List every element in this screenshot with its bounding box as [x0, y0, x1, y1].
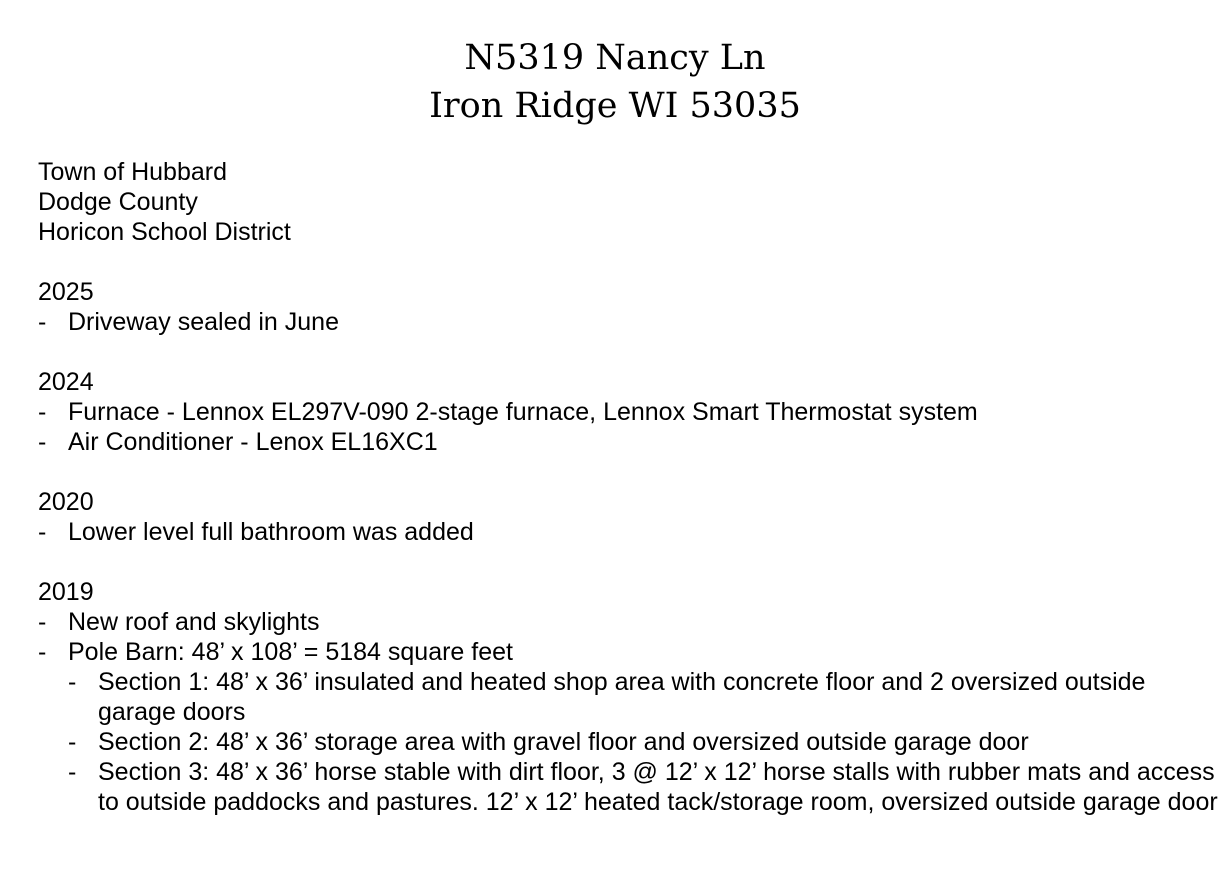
- year-heading: 2024: [38, 368, 94, 396]
- list-item: [38, 397, 1218, 427]
- dash-bullet: -: [68, 728, 77, 756]
- list-item: [38, 637, 1218, 667]
- year-section-2025: [38, 277, 1218, 337]
- dash-bullet: -: [68, 668, 77, 696]
- sub-list-item: [38, 667, 1218, 727]
- sub-list-item-text: Section 1: 48’ x 36’ insulated and heated shop area with concrete floor and 2 oversized outside garage doors: [98, 668, 1146, 726]
- list-item: [38, 607, 1218, 637]
- dash-bullet: -: [38, 308, 47, 336]
- year-section-2024: [38, 367, 1218, 457]
- dash-bullet: -: [38, 638, 47, 666]
- street-address: N5319 Nancy Ln: [464, 38, 766, 78]
- dash-bullet: -: [38, 518, 47, 546]
- year-heading: 2020: [38, 488, 94, 516]
- list-item: [38, 517, 1218, 547]
- property-details: [38, 157, 1218, 817]
- town-line: Town of Hubbard: [38, 158, 228, 186]
- year-section-2020: [38, 487, 1218, 547]
- dash-bullet: -: [38, 608, 47, 636]
- year-heading: 2025: [38, 278, 94, 306]
- list-item: [38, 307, 1218, 337]
- dash-bullet: -: [38, 398, 47, 426]
- school-district-line: Horicon School District: [38, 218, 291, 246]
- year-heading: 2019: [38, 578, 94, 606]
- sub-list-item: [38, 757, 1218, 817]
- sub-list-item: [38, 727, 1218, 757]
- location-block: [38, 157, 1218, 247]
- list-item-text: Pole Barn: 48’ x 108’ = 5184 square feet: [68, 638, 513, 666]
- year-section-2019: [38, 577, 1218, 817]
- sub-list-item-text: Section 2: 48’ x 36’ storage area with gravel floor and oversized outside garage door: [98, 728, 1029, 756]
- county-line: Dodge County: [38, 188, 198, 216]
- dash-bullet: -: [38, 428, 47, 456]
- list-item-text: Driveway sealed in June: [68, 308, 339, 336]
- list-item-text: Furnace - Lennox EL297V-090 2-stage furnace, Lennox Smart Thermostat system: [68, 398, 978, 426]
- sub-list-item-text: Section 3: 48’ x 36’ horse stable with dirt floor, 3 @ 12’ x 12’ horse stalls with rubber mats and access to outside paddocks and pastures. 12’ x 12’ heated tack/storage room, oversized outside garage door: [98, 758, 1218, 816]
- list-item: [38, 427, 1218, 457]
- city-state-zip: Iron Ridge WI 53035: [429, 86, 801, 126]
- address-header: [0, 34, 1230, 130]
- list-item-text: New roof and skylights: [68, 608, 320, 636]
- list-item-text: Air Conditioner - Lenox EL16XC1: [68, 428, 438, 456]
- list-item-text: Lower level full bathroom was added: [68, 518, 474, 546]
- dash-bullet: -: [68, 758, 77, 786]
